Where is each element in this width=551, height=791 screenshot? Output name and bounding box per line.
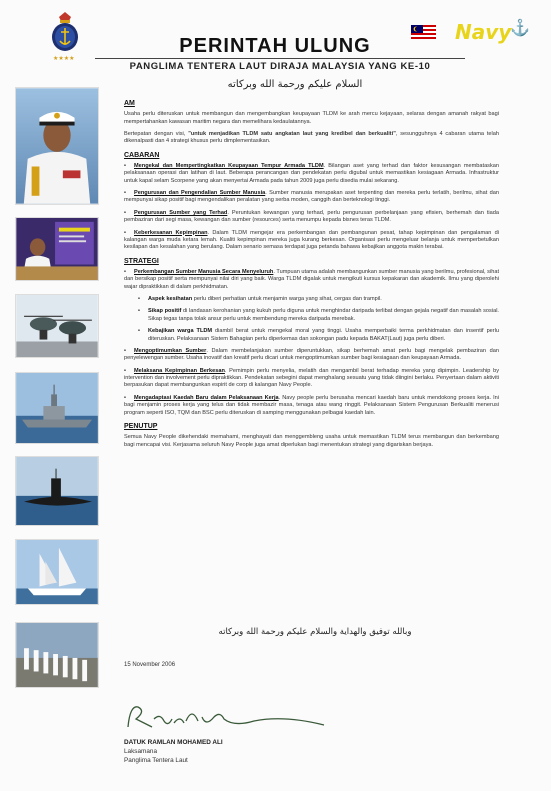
admiral-portrait-photo [15, 87, 99, 205]
strategi-item: • Perkembangan Sumber Manusia Secara Menyeluruh. Tumpuan utama adalah membangunkan sumber manusia yang berilmu, profesional, sihat dan bersikap positif serta mempunyai nilai diri yang baik. Warga TLDM digalak untuk mengikuti kursus kepakaran dan akademik. Ilmu yang diperolehi wajar dipraktikkan di dalam perkhidmatan. [124, 268, 499, 290]
am-paragraph-2: Bertepatan dengan visi, "untuk menjadikan TLDM satu angkatan laut yang kredibel dan berkualiti", sesungguhnya 4 cabaran utama telah dikenalpasti dan 4 strategi khusus perlu dimplementasikan. [124, 130, 499, 145]
frigate-photo [15, 372, 99, 444]
page-subtitle: PANGLIMA TENTERA LAUT DIRAJA MALAYSIA YANG KE-10 [95, 58, 465, 72]
anchor-icon: ⚓ [510, 20, 530, 37]
cabaran-item: • Keberkesanan Kepimpinan. Dalam TLDM mengejar era perkembangan dan pembangunan pesat, tahap kepimpinan dan pengalaman di kalangan warga muda ketara lemah. Kualiti kepimpinan mereka juga kurang berkesan. Organisasi perlu mengeluar belanja untuk memperbetulkan kesilapan dan kesalahan yang berulang. Dalam senario semasa terdapat juga petanda bahawa kebajikan anggota makin terabai. [124, 229, 499, 251]
ceremony-photo [15, 217, 99, 281]
penutup-paragraph: Semua Navy People dikehendaki memahami, menghayati dan menggembleng usaha untuk memastikan TLDM terus membangun dan berkembang bagi mencapai visi. Kerjasama seluruh Navy People juga amat diperlukan bagi menentukan strategi yang digariskan berjaya. [124, 434, 499, 448]
svg-text:★★★★: ★★★★ [53, 55, 75, 62]
bullet-icon: • [124, 209, 126, 216]
strategi-item: • Melaksana Kepimpinan Berkesan. Pemimpin perlu menyelia, melatih dan mengambil berat terhadap mereka yang dipimpin. Leadership by intervention dan involvement perlu dipraktikkan. Pendekatan sebegini dapat menghalang sesuatu yang tidak diingini berlaku. Penyertaan dalam aktiviti berpasukan dapat membangunkan espirit de corp di kalangan Navy People. [124, 367, 499, 389]
strategi-subitem: • Sikap positif di landasan kerohanian yang kukuh perlu diguna untuk menghindar daripada terlibat dengan gejala negatif dan masalah sosial. Sikap tegas tanpa tolak ansur perlu untuk membendung mereka daripada merebak. [138, 308, 499, 322]
strategi-subitem: • Kebajikan warga TLDM diambil berat untuk mengekal moral yang tinggi. Usaha memperbaiki terma perkhidmatan dan insentif perlu diteruskan. Pelaksanaan Sistem Bahagian perlu diperkemas dan sokongan padu kepada BAKAT(Laut) juga perlu diberi. [138, 328, 500, 342]
navy-logo: Navy [455, 20, 512, 44]
main-content [124, 95, 499, 454]
strategi-item: • Mengadaptasi Kaedah Baru dalam Pelaksanaan Kerja. Navy people perlu berusaha mencari kaedah baru untuk mendokong proses kerja. Ini bagi menjamin proses kerja yang telus dan tidak membazir masa, tenaga atau wang ringgit. Pelaksanaan Sistem Pengurusan Berkualiti menerusi program seperti ISO, TQM dan BSC perlu diteruskan di samping menggunakan pelbagai kaedah lain. [124, 394, 500, 416]
strategi-item: • Mengoptimumkan Sumber. Dalam membelanjakan sumber diperuntukkan, sikap berhemah amat perlu bagi mengelak pembaziran dan penyelewengan sumber. Usaha inovatif dan kreatif perlu dicari untuk mengoptimumkan sumber bagi kesiagaan dan keupayaan Armada. [124, 347, 499, 362]
signatory-position: Panglima Tentera Laut [124, 757, 188, 764]
section-heading-strategi: STRATEGI [124, 257, 159, 265]
bullet-icon: • [124, 268, 126, 275]
signatory-name: DATUK RAMLAN MOHAMED ALI [124, 739, 223, 746]
closing-arabic: وبالله توفيق والهداية والسلام عليكم ورحمة الله وبركاته [218, 627, 412, 637]
bullet-icon: • [124, 367, 126, 374]
tldm-crest-icon [50, 12, 80, 64]
submarine-photo [15, 456, 99, 526]
section-heading-penutup: PENUTUP [124, 422, 158, 430]
bullet-icon: • [124, 190, 126, 197]
bullet-icon: • [124, 394, 126, 401]
parade-photo [15, 622, 99, 688]
helicopters-photo [15, 294, 99, 358]
strategi-subitem: • Aspek kesihatan perlu diberi perhatian untuk menjamin warga yang sihat, cergas dan trampil. [138, 296, 382, 303]
document-date: 15 November 2006 [124, 662, 176, 668]
cabaran-item: • Pengurusan Sumber yang Terhad. Peruntukan kewangan yang terhad, perlu pengurusan perbelanjaan yang efisien, berhemah dan tiada pembaziran dari segi masa, kewangan dan sumber (resources) serta menumpu kepada bisnes teras TLDM. [124, 209, 499, 224]
greeting-arabic: السلام عليكم ورحمة الله وبركاته [227, 79, 363, 90]
cabaran-item: • Mengekal dan Mempertingkatkan Keupayaan Tempur Armada TLDM. Bilangan aset yang terhad dan faktor kesusangan membataskan pelaksanaan operasi dan latihan di laut. Beberapa perancangan dan pendekatan perlu digubal untuk memastikan kesiagaan Armada. Infrastruktur untuk kapal selam Scorpene yang akan menyertai Armada pada tahun 2009 juga perlu disedia mulai sekarang. [124, 162, 499, 184]
cabaran-item: • Pengurusan dan Pengendalian Sumber Manusia. Sumber manusia merupakan aset terpenting dan mereka perlu terlatih, berilmu, sihat dan mempunyai sikap positif bagi mengendalikan peralatan yang serba moden, canggih dan berteknologi tinggi. [124, 190, 499, 204]
handwritten-signature [124, 697, 334, 737]
bullet-icon: • [124, 229, 126, 236]
bullet-icon: • [138, 308, 140, 315]
bullet-icon: • [124, 162, 126, 169]
malaysia-flag-icon [411, 25, 436, 39]
page-title: PERINTAH ULUNG [179, 35, 371, 57]
section-heading-am: AM [124, 100, 135, 107]
bullet-icon: • [138, 296, 140, 303]
bullet-icon: • [138, 328, 140, 335]
signatory-rank: Laksamana [124, 748, 158, 755]
sailing-ship-photo [15, 539, 99, 605]
bullet-icon: • [124, 347, 126, 354]
am-paragraph-1: Usaha perlu diteruskan untuk membangun dan mengembangkan keupayaan TLDM ke arah mercu kejayaan, selaras dengan amanah rakyat bagi mempertahankan kawasan maritim negara dan memelihara kedaulatannya. [124, 111, 499, 125]
section-heading-cabaran: CABARAN [124, 151, 160, 159]
